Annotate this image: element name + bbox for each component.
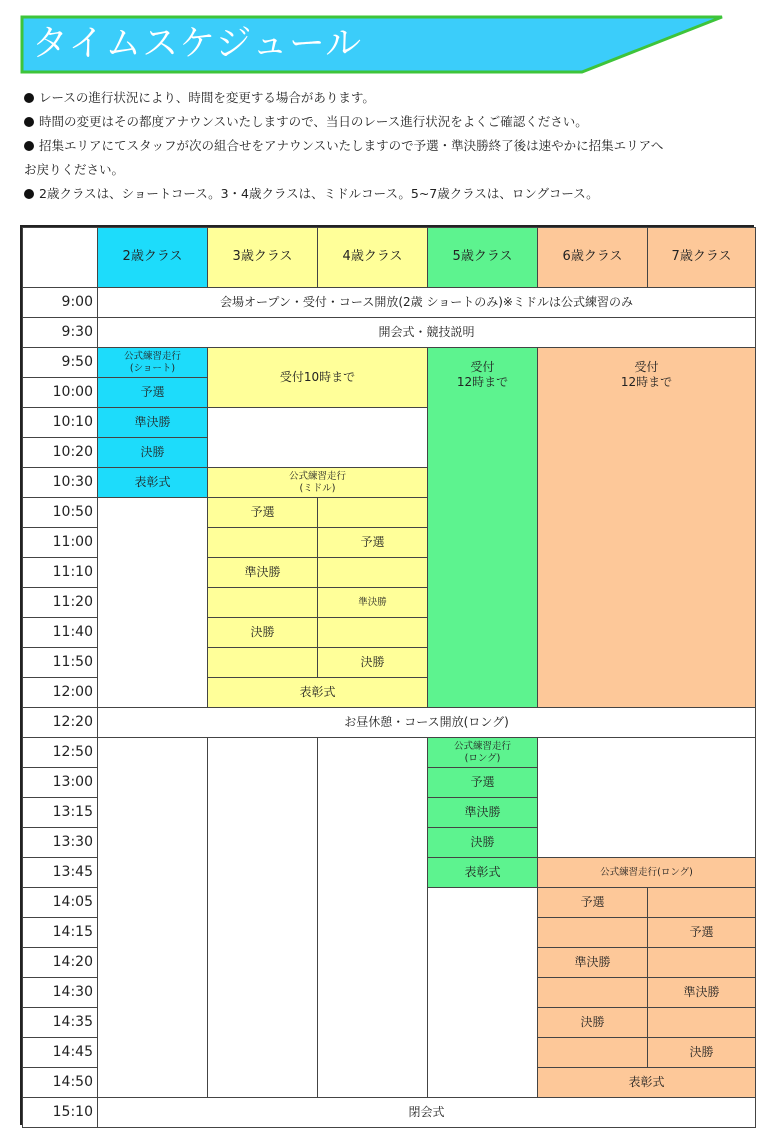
time-label: 11:40 [22,617,98,648]
time-label: 9:30 [22,317,98,348]
header-corner [22,227,98,288]
time-label: 12:00 [22,677,98,708]
time-label: 10:10 [22,407,98,438]
empty-cell [537,977,648,1008]
time-label: 14:30 [22,977,98,1008]
event-final: 決勝 [317,647,428,678]
page-title: タイムスケジュール [32,23,363,64]
note-text: レースの進行状況により、時間を変更する場合があります。 [39,90,375,105]
empty-cell [97,737,208,1098]
event-semifinal: 準決勝 [427,797,538,828]
time-label: 13:00 [22,767,98,798]
time-label: 11:50 [22,647,98,678]
event-semifinal: 準決勝 [317,587,428,618]
event-award: 表彰式 [207,677,428,708]
empty-cell [317,617,428,648]
event-award: 表彰式 [97,467,208,498]
empty-cell [537,737,756,858]
time-label: 13:30 [22,827,98,858]
time-label: 10:20 [22,437,98,468]
event-final: 決勝 [647,1037,756,1068]
empty-cell [317,737,428,1098]
event-award: 表彰式 [537,1067,756,1098]
time-label: 11:20 [22,587,98,618]
event-qualifier: 予選 [97,377,208,408]
event-qualifier: 予選 [207,497,318,528]
event-semifinal: 準決勝 [647,977,756,1008]
event-reception-10: 受付10時まで [207,347,428,408]
column-header: 3歳クラス [207,227,318,288]
empty-cell [317,497,428,528]
note-item-continued [24,158,764,182]
event-closing-ceremony: 閉会式 [97,1097,756,1128]
event-final: 決勝 [427,827,538,858]
column-header: 7歳クラス [647,227,756,288]
event-practice-long: 公式練習走行(ロング) [537,857,756,888]
event-semifinal: 準決勝 [537,947,648,978]
empty-cell [207,737,318,1098]
time-label: 15:10 [22,1097,98,1128]
event-reception-12: 受付 12時まで [537,347,756,708]
empty-cell [427,887,538,1098]
time-label: 9:00 [22,287,98,318]
event-final: 決勝 [207,617,318,648]
time-label: 14:35 [22,1007,98,1038]
event-practice-long: 公式練習走行 (ロング) [427,737,538,768]
column-header: 5歳クラス [427,227,538,288]
time-label: 11:10 [22,557,98,588]
time-label: 9:50 [22,347,98,378]
bullet-icon [24,141,34,151]
empty-cell [537,917,648,948]
note-text: 2歳クラスは、ショートコース。3・4歳クラスは、ミドルコース。5~7歳クラスは、ロングコース。 [39,186,599,201]
title-banner [20,15,725,75]
time-label: 13:45 [22,857,98,888]
event-practice-middle: 公式練習走行 (ミドル) [207,467,428,498]
column-header: 6歳クラス [537,227,648,288]
time-label: 14:45 [22,1037,98,1068]
note-text: お戻りください。 [24,162,125,177]
event-qualifier: 予選 [647,917,756,948]
notes-list [24,86,764,206]
event-lunch-break: お昼休憩・コース開放(ロング) [97,707,756,738]
event-reception-12: 受付 12時まで [427,347,538,708]
empty-cell [97,497,208,708]
note-text: 招集エリアにてスタッフが次の組合せをアナウンスいたしますので予選・準決勝終了後は速やかに招集エリアへ [39,138,664,153]
empty-cell [647,887,756,918]
event-final: 決勝 [537,1007,648,1038]
time-label: 12:50 [22,737,98,768]
bullet-icon [24,93,34,103]
time-label: 14:05 [22,887,98,918]
event-qualifier: 予選 [427,767,538,798]
bullet-icon [24,189,34,199]
bullet-icon [24,117,34,127]
event-final: 決勝 [97,437,208,468]
time-label: 10:00 [22,377,98,408]
time-label: 13:15 [22,797,98,828]
empty-cell [207,587,318,618]
note-text: 時間の変更はその都度アナウンスいたしますので、当日のレース進行状況をよくご確認ください。 [39,114,588,129]
empty-cell [647,947,756,978]
event-award: 表彰式 [427,857,538,888]
event-semifinal: 準決勝 [97,407,208,438]
column-header: 4歳クラス [317,227,428,288]
event-semifinal: 準決勝 [207,557,318,588]
time-label: 10:30 [22,467,98,498]
empty-cell [207,527,318,558]
time-label: 11:00 [22,527,98,558]
time-label: 14:15 [22,917,98,948]
time-label: 10:50 [22,497,98,528]
note-item [24,182,764,206]
schedule-table [20,225,754,1125]
event-opening-ceremony: 開会式・競技説明 [97,317,756,348]
empty-cell [537,1037,648,1068]
empty-cell [647,1007,756,1038]
note-item [24,134,764,158]
time-label: 12:20 [22,707,98,738]
event-opening-reception: 会場オープン・受付・コース開放(2歳 ショートのみ)※ミドルは公式練習のみ [97,287,756,318]
event-practice-short: 公式練習走行 (ショート) [97,347,208,378]
time-label: 14:50 [22,1067,98,1098]
note-item [24,86,764,110]
empty-cell [207,407,428,468]
column-header: 2歳クラス [97,227,208,288]
event-qualifier: 予選 [537,887,648,918]
empty-cell [207,647,318,678]
empty-cell [317,557,428,588]
time-label: 14:20 [22,947,98,978]
event-qualifier: 予選 [317,527,428,558]
note-item [24,110,764,134]
